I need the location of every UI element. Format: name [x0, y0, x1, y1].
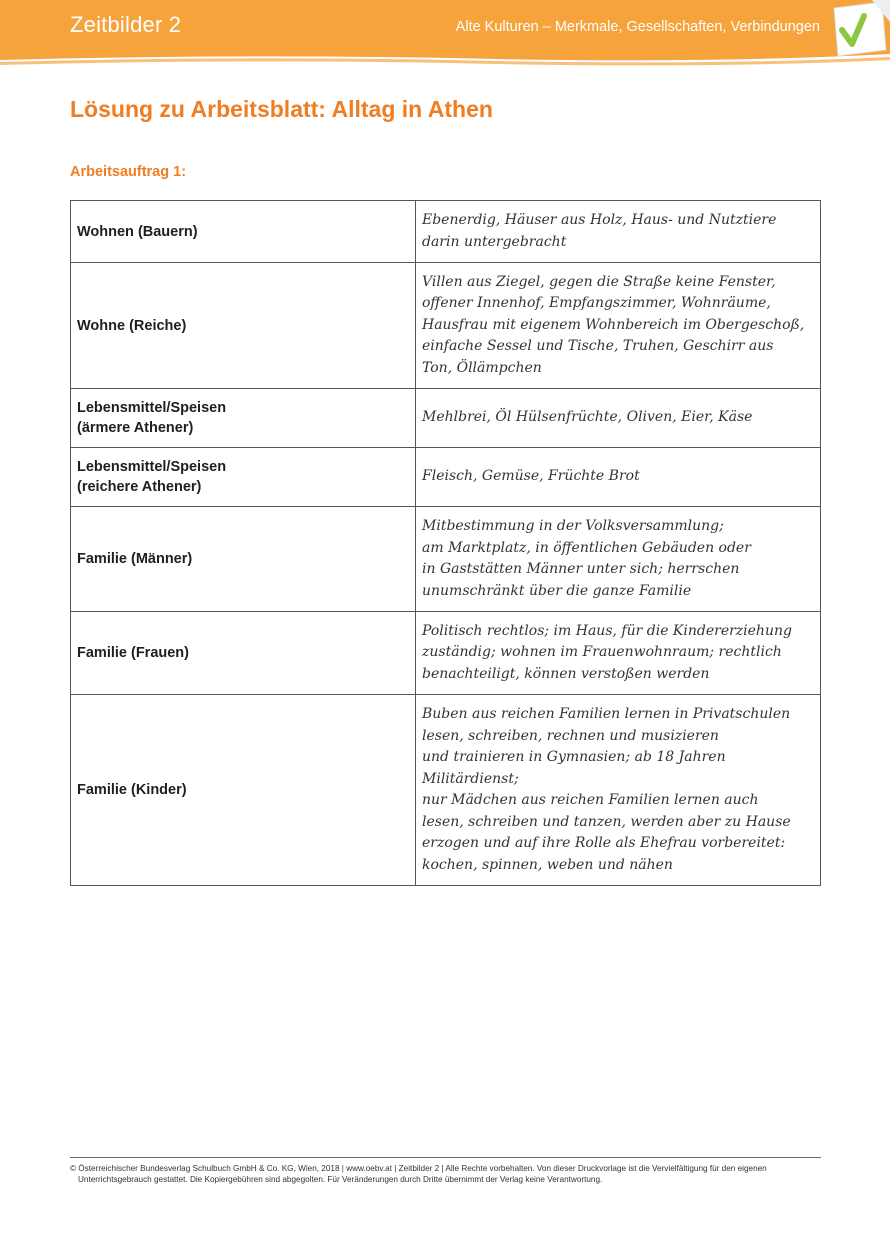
answer-line: darin untergebracht [422, 233, 567, 250]
row-label-line: Lebensmittel/Speisen [77, 459, 227, 475]
row-label-line: Familie (Frauen) [77, 645, 189, 661]
row-answer [416, 263, 821, 389]
answer-line: Mitbestimmung in der Volksversammlung; [422, 518, 724, 534]
header-subtitle: Alte Kulturen – Merkmale, Gesellschaften, Verbindungen [455, 19, 820, 35]
footer-copyright [70, 1163, 821, 1185]
row-label-line: Wohne (Reiche) [77, 317, 187, 334]
answer-line: offener Innenhof, Empfangszimmer, Wohnräume, [422, 295, 771, 312]
answer-line: Politisch rechtlos; im Haus, für die Kindererziehung [422, 622, 792, 639]
row-label [71, 507, 416, 612]
table-row [71, 201, 821, 263]
row-answer [416, 201, 821, 263]
solution-table [70, 200, 821, 886]
row-label-line: Wohnen (Bauern) [77, 223, 198, 240]
answer-line: lesen, schreiben, rechnen und musizieren [422, 727, 719, 744]
answer-line: Ton, Öllämpchen [422, 359, 542, 376]
answer-line: einfache Sessel und Tische, Truhen, Geschirr aus [422, 338, 774, 355]
row-answer [416, 507, 821, 612]
answer-line: erzogen und auf ihre Rolle als Ehefrau vorbereitet: [422, 835, 786, 851]
answer-line: Villen aus Ziegel, gegen die Straße keine Fenster, [422, 273, 776, 290]
answer-line: in Gaststätten Männer unter sich; herrschen [422, 561, 740, 577]
answer-line: am Marktplatz, in öffentlichen Gebäuden oder [422, 539, 751, 556]
header-title: Zeitbilder 2 [70, 12, 182, 37]
answer-line: und trainieren in Gymnasien; ab 18 Jahren [422, 749, 726, 765]
checkmark-logo-icon [828, 0, 890, 58]
table-row [71, 612, 821, 695]
answer-line: Buben aus reichen Familien lernen in Privatschulen [422, 706, 791, 722]
row-label-line: (ärmere Athener) [77, 420, 194, 436]
section-label: Arbeitsauftrag 1: [70, 164, 187, 180]
footer-line: © Österreichischer Bundesverlag Schulbuch GmbH & Co. KG, Wien, 2018 | www.oebv.at | Zeitbilder 2 | Alle Rechte vorbehalten. Von dieser Druckvorlage ist die Vervielfältigung für den eigenen [70, 1164, 767, 1173]
answer-line: Ebenerdig, Häuser aus Holz, Haus- und Nutztiere [422, 212, 777, 228]
page-header [0, 0, 890, 70]
table-row [71, 695, 821, 886]
answer-line: lesen, schreiben und tanzen, werden aber zu Hause [422, 813, 791, 830]
answer-line: unumschränkt über die ganze Familie [422, 582, 692, 599]
row-answer [416, 612, 821, 695]
answer-line: Mehlbrei, Öl Hülsenfrüchte, Oliven, Eier, Käse [422, 409, 753, 426]
table-row [71, 389, 821, 448]
row-label [71, 695, 416, 886]
row-answer [416, 448, 821, 507]
row-answer [416, 695, 821, 886]
answer-line: Militärdienst; [422, 770, 519, 787]
row-label [71, 201, 416, 263]
answer-line: kochen, spinnen, weben und nähen [422, 856, 673, 873]
row-label [71, 263, 416, 389]
page-title: Lösung zu Arbeitsblatt: Alltag in Athen [70, 96, 493, 122]
table-row [71, 448, 821, 507]
answer-line: Hausfrau mit eigenem Wohnbereich im Obergeschoß, [422, 316, 805, 333]
row-label [71, 612, 416, 695]
table-row [71, 263, 821, 389]
answer-line: nur Mädchen aus reichen Familien lernen auch [422, 792, 759, 808]
footer-divider [70, 1157, 821, 1158]
row-label [71, 448, 416, 507]
row-label-line: Familie (Kinder) [77, 782, 187, 798]
row-label-line: Lebensmittel/Speisen [77, 400, 227, 416]
answer-line: benachteiligt, können verstoßen werden [422, 665, 710, 682]
answer-line: Fleisch, Gemüse, Früchte Brot [422, 468, 640, 485]
row-label [71, 389, 416, 448]
answer-line: zuständig; wohnen im Frauenwohnraum; rechtlich [422, 644, 782, 661]
row-answer [416, 389, 821, 448]
row-label-line: Familie (Männer) [77, 551, 193, 567]
table-row [71, 507, 821, 612]
row-label-line: (reichere Athener) [77, 479, 202, 495]
footer-line: Unterrichtsgebrauch gestattet. Die Kopiergebühren sind abgegolten. Für Veränderungen durch Dritte übernimmt der Verlag keine Verantwortung. [78, 1175, 603, 1184]
